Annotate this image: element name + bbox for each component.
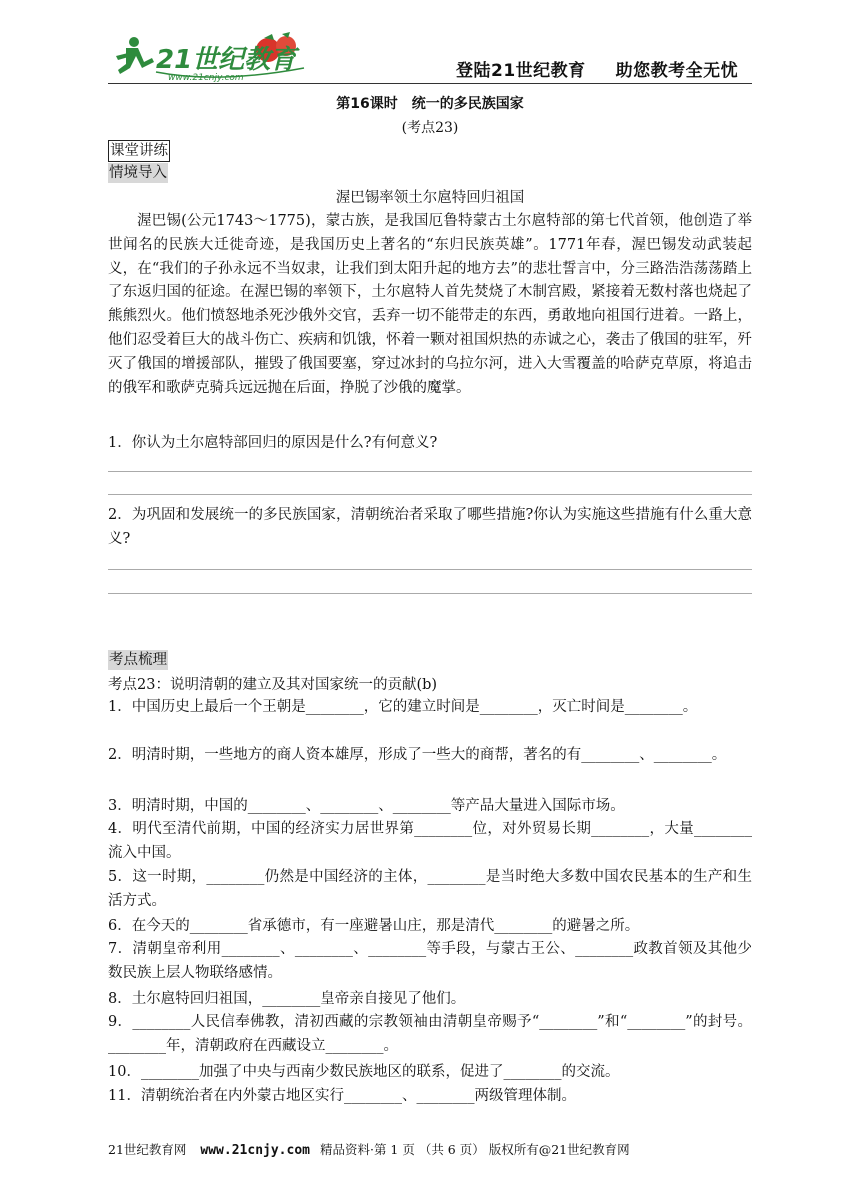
slogan-left: 登陆21世纪教育 <box>456 61 586 81</box>
lesson-subtitle: (考点23) <box>401 120 459 136</box>
list-item: 4．明代至清代前期，中国的经济实力居世界第________位，对外贸易长期________，大量________流入中国。 <box>108 821 752 861</box>
story-title: 渥巴锡率领土尔扈特回归祖国 <box>335 190 525 206</box>
list-item: 2．明清时期，一些地方的商人资本雄厚，形成了一些大的商帮，著名的有________、________。 <box>108 747 727 763</box>
list-item: 3．明清时期，中国的________、________、________等产品大量进入国际市场。 <box>108 798 625 814</box>
list-item: 6．在今天的________省承德市，有一座避暑山庄，那是清代________的避暑之所。 <box>108 918 640 934</box>
list-item: 10．________加强了中央与西南少数民族地区的联系，促进了________的交流。 <box>108 1064 620 1080</box>
footer-info: 精品资料·第 1 页 （共 6 页） 版权所有@21世纪教育网 <box>319 1142 630 1157</box>
section-review: 考点梳理 <box>109 652 167 668</box>
footer-url[interactable]: www.21cnjy.com <box>200 1143 310 1158</box>
section-classroom: 课堂讲练 <box>108 140 170 162</box>
list-item: 7．清朝皇帝利用________、________、________等手段，与蒙古王公、________政教首领及其他少数民族上层人物联络感情。 <box>108 941 752 981</box>
story-body: 渥巴锡(公元1743～1775)，蒙古族，是我国厄鲁特蒙古土尔扈特部的第七代首领，他创造了举世闻名的民族大迁徙奇迹，是我国历史上著名的“东归民族英雄”。1771年春，渥巴锡发动武装起义，在“我们的子孙永远不当奴隶，让我们到太阳升起的地方去”的悲壮誓言中，分三路浩浩荡荡踏上了东返归国的征途。在渥巴锡的率领下，土尔扈特人首先焚烧了木制宫殿，紧接着无数村落也烧起了熊熊烈火。他们愤怒地杀死沙俄外交官，丢弃一切不能带走的东西，勇敢地向祖国行进着。一路上，他们忍受着巨大的战斗伤亡、疾病和饥饿，怀着一颗对祖国炽热的赤诚之心，袭击了俄国的驻军，歼灭了俄国的增援部队，摧毁了俄国要塞，穿过冰封的乌拉尔河，进入大雪覆盖的哈萨克草原，将追击的俄军和歌萨克骑兵远远抛在后面，挣脱了沙俄的魔掌。 <box>108 213 752 396</box>
list-item: 8．土尔扈特回归祖国，________皇帝亲自接见了他们。 <box>108 991 466 1007</box>
list-item: 11．清朝统治者在内外蒙古地区实行________、________两级管理体制。 <box>108 1088 576 1104</box>
header-divider <box>108 83 752 84</box>
section-intro: 情境导入 <box>109 165 167 181</box>
runner-icon <box>116 37 154 74</box>
answer-line[interactable] <box>108 471 752 472</box>
logo-url: www.21cnjy.com <box>168 73 244 83</box>
header-slogan <box>456 56 738 81</box>
answer-line[interactable] <box>108 593 752 594</box>
list-item: 5．这一时期，________仍然是中国经济的主体，________是当时绝大多数中国农民基本的生产和生活方式。 <box>108 869 752 909</box>
lesson-title: 第16课时 统一的多民族国家 <box>336 96 524 112</box>
page-footer <box>108 1140 630 1158</box>
logo-text: 21世纪教育 <box>156 45 297 75</box>
question-2: 2．为巩固和发展统一的多民族国家，清朝统治者采取了哪些措施?你认为实施这些措施有什么重大意义? <box>108 507 752 547</box>
answer-line[interactable] <box>108 569 752 570</box>
slogan-right: 助您教考全无忧 <box>615 61 739 81</box>
site-logo <box>108 28 308 84</box>
kaodian-heading: 考点23：说明清朝的建立及其对国家统一的贡献(b) <box>108 677 438 693</box>
list-item: 1．中国历史上最后一个王朝是________，它的建立时间是________，灭亡时间是________。 <box>108 699 698 715</box>
question-1: 1．你认为土尔扈特部回归的原因是什么?有何意义? <box>108 435 438 451</box>
answer-line[interactable] <box>108 494 752 495</box>
footer-site: 21世纪教育网 <box>108 1142 187 1157</box>
list-item: 9．________人民信奉佛教，清初西藏的宗教领袖由清朝皇帝赐予“________”和“________”的封号。________年，清朝政府在西藏设立________。 <box>108 1014 752 1054</box>
